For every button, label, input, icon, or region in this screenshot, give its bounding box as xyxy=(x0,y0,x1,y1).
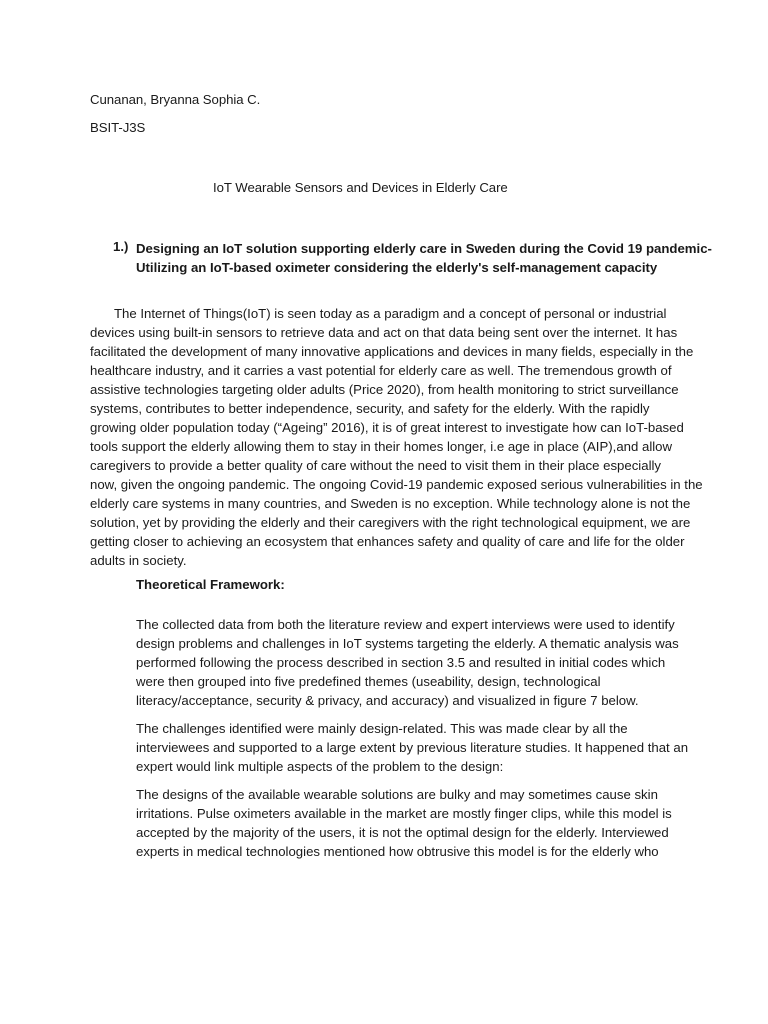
paragraph-line: The Internet of Things(IoT) is seen today as a paradigm and a concept of personal or industrial xyxy=(114,306,667,321)
paragraph-line: facilitated the development of many innovative applications and devices in many fields, especially in the xyxy=(90,344,694,359)
paragraph-line: adults in society. xyxy=(90,553,187,568)
section-code: BSIT-J3S xyxy=(90,120,146,135)
designs-paragraph xyxy=(136,785,696,861)
paragraph-line: expert would link multiple aspects of the problem to the design: xyxy=(136,759,504,774)
document-title: IoT Wearable Sensors and Devices in Elderly Care xyxy=(213,180,508,195)
heading-number: 1.) xyxy=(113,239,129,254)
paragraph-line: The challenges identified were mainly design-related. This was made clear by all the xyxy=(136,721,628,736)
paragraph-line: The collected data from both the literature review and expert interviews were used to identify xyxy=(136,617,675,632)
paragraph-line: systems, contributes to better independence, security, and safety for the elderly. With the rapidly xyxy=(90,401,650,416)
paragraph-line: literacy/acceptance, security & privacy, and accuracy) and visualized in figure 7 below. xyxy=(136,693,639,708)
paragraph-line: irritations. Pulse oximeters available in the market are mostly finger clips, while this model is xyxy=(136,806,672,821)
paragraph-line: design problems and challenges in IoT systems targeting the elderly. A thematic analysis was xyxy=(136,636,679,651)
paragraph-line: growing older population today (“Ageing” 2016), it is of great interest to investigate how can IoT-based xyxy=(90,420,684,435)
heading-line: Designing an IoT solution supporting elderly care in Sweden during the Covid 19 pandemic- xyxy=(136,241,712,256)
paragraph-line: assistive technologies targeting older adults (Price 2020), from health monitoring to strict surveillance xyxy=(90,382,679,397)
paragraph-line: tools support the elderly allowing them to stay in their homes longer, i.e age in place (AIP),and allow xyxy=(90,439,673,454)
paragraph-line: caregivers to provide a better quality of care without the need to visit them in their place especially xyxy=(90,458,662,473)
paragraph-line: experts in medical technologies mentioned how obtrusive this model is for the elderly who xyxy=(136,844,659,859)
intro-paragraph xyxy=(90,304,703,570)
author-name: Cunanan, Bryanna Sophia C. xyxy=(90,92,261,107)
paragraph-line: were then grouped into five predefined themes (useability, design, technological xyxy=(136,674,601,689)
paragraph-line: The designs of the available wearable solutions are bulky and may sometimes cause skin xyxy=(136,787,658,802)
paragraph-line: now, given the ongoing pandemic. The ongoing Covid-19 pandemic exposed serious vulnerabilities in the xyxy=(90,477,703,492)
section-heading xyxy=(136,239,712,277)
paragraph-line: interviewees and supported to a large extent by previous literature studies. It happened that an xyxy=(136,740,689,755)
paragraph-line: performed following the process described in section 3.5 and resulted in initial codes which xyxy=(136,655,666,670)
paragraph-line: elderly care systems in many countries, and Sweden is no exception. While technology alone is not the xyxy=(90,496,691,511)
paragraph-line: accepted by the majority of the users, it is not the optimal design for the elderly. Interviewed xyxy=(136,825,669,840)
challenges-paragraph xyxy=(136,719,696,776)
theoretical-framework-heading: Theoretical Framework: xyxy=(136,577,285,592)
paragraph-line: devices using built-in sensors to retrieve data and act on that data being sent over the internet. It has xyxy=(90,325,678,340)
paragraph-line: healthcare industry, and it carries a vast potential for elderly care as well. The tremendous growth of xyxy=(90,363,672,378)
framework-paragraph xyxy=(136,615,696,710)
heading-line: Utilizing an IoT-based oximeter considering the elderly's self-management capacity xyxy=(136,260,658,275)
paragraph-line: solution, yet by providing the elderly and their caregivers with the right technological equipment, we are xyxy=(90,515,691,530)
paragraph-line: getting closer to achieving an ecosystem that enhances safety and quality of care and life for the older xyxy=(90,534,685,549)
